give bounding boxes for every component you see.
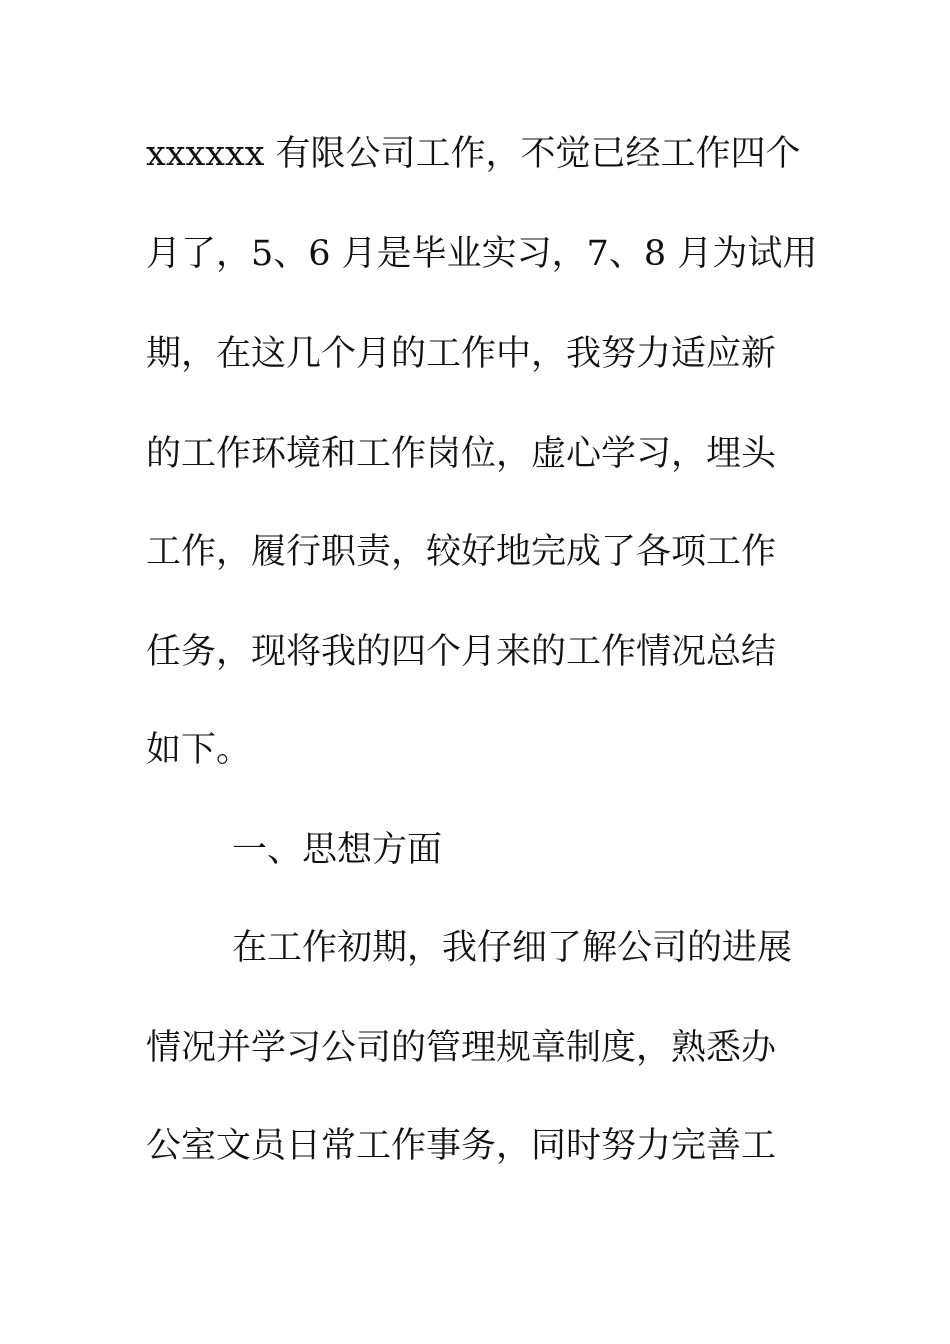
paragraph-line: 如下。 — [146, 730, 252, 770]
paragraph-line: 任务，现将我的四个月来的工作情况总结 — [146, 632, 777, 672]
paragraph-line: 的工作环境和工作岗位，虚心学习，埋头 — [146, 434, 777, 474]
paragraph-line: 工作，履行职责，较好地完成了各项工作 — [146, 532, 777, 572]
paragraph-line: 公室文员日常工作事务，同时努力完善工 — [146, 1126, 777, 1166]
paragraph-line: 在工作初期，我仔细了解公司的进展 — [232, 928, 793, 968]
paragraph-line: 情况并学习公司的管理规章制度，熟悉办 — [146, 1028, 777, 1068]
paragraph-line: 期，在这几个月的工作中，我努力适应新 — [146, 334, 777, 374]
paragraph-line: 月了，5、6 月是毕业实习，7、8 月为试用 — [146, 234, 818, 274]
section-heading: 一、思想方面 — [232, 830, 443, 870]
paragraph-line: xxxxxx 有限公司工作，不觉已经工作四个 — [146, 134, 801, 174]
